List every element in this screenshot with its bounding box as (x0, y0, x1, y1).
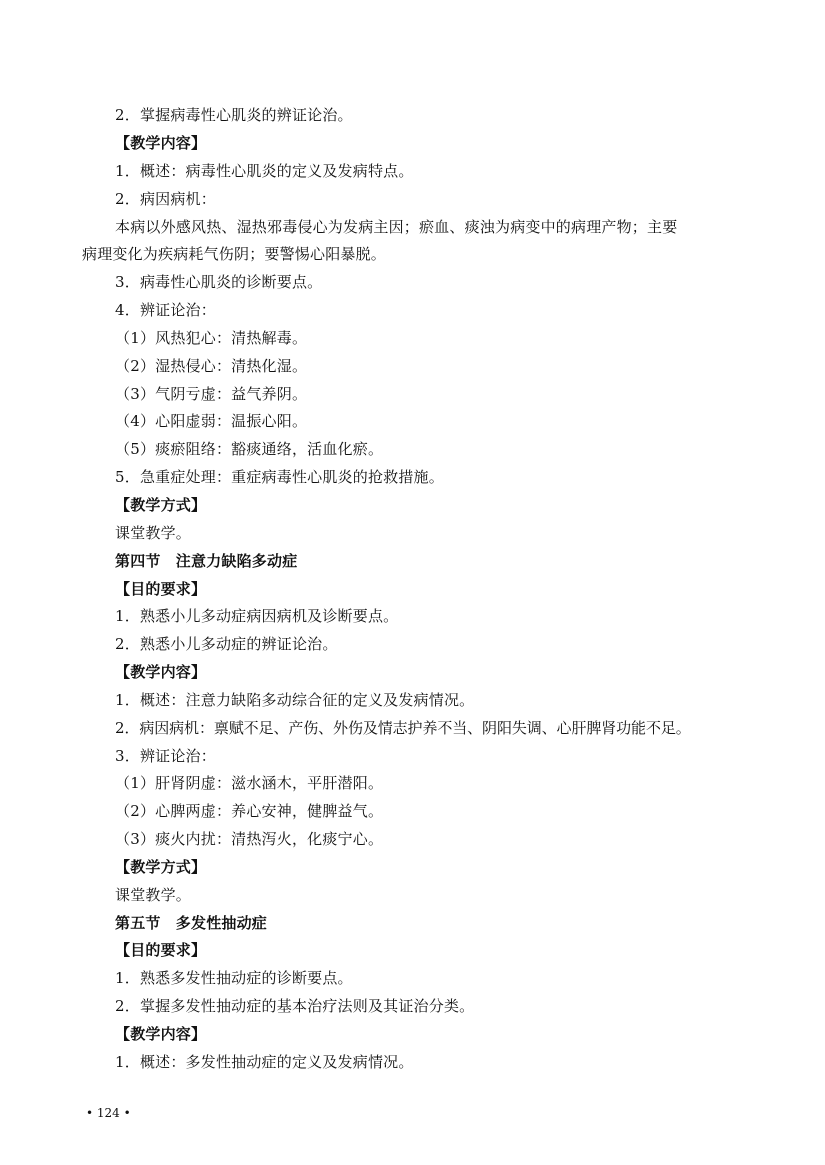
text-line: 2．熟悉小儿多动症的辨证论治。 (115, 635, 338, 653)
subsection-title: 第四节 注意力缺陷多动症 (115, 552, 298, 570)
text-line: 5．急重症处理：重症病毒性心肌炎的抢救措施。 (115, 468, 444, 486)
list-item: （4）心阳虚弱：温振心阳。 (115, 412, 308, 430)
section-heading: 【教学方式】 (115, 496, 207, 514)
section-heading: 【教学方式】 (115, 858, 207, 876)
text-line: 1．概述：多发性抽动症的定义及发病情况。 (115, 1053, 414, 1071)
list-item: （1）风热犯心：清热解毒。 (115, 329, 308, 347)
list-item: （3）痰火内扰：清热泻火，化痰宁心。 (115, 830, 384, 848)
text-line: 1．概述：病毒性心肌炎的定义及发病特点。 (115, 162, 414, 180)
text-line: 2．掌握多发性抽动症的基本治疗法则及其证治分类。 (115, 997, 475, 1015)
list-item: （2）心脾两虚：养心安神，健脾益气。 (115, 802, 384, 820)
page-number: • 124 • (86, 1106, 131, 1120)
text-line: 2．掌握病毒性心肌炎的辨证论治。 (115, 106, 353, 124)
text-line: 1．熟悉小儿多动症病因病机及诊断要点。 (115, 607, 399, 625)
paragraph-line-continued: 病理变化为疾病耗气伤阴；要警惕心阳暴脱。 (82, 245, 387, 263)
list-item: （2）湿热侵心：清热化湿。 (115, 357, 308, 375)
section-heading: 【教学内容】 (115, 1025, 207, 1043)
text-line: 2．病因病机： (115, 190, 216, 208)
section-heading: 【目的要求】 (115, 941, 207, 959)
list-item: （3）气阴亏虚：益气养阴。 (115, 385, 308, 403)
text-line: 1．概述：注意力缺陷多动综合征的定义及发病情况。 (115, 691, 475, 709)
text-line: 4．辨证论治： (115, 301, 216, 319)
list-item: （1）肝肾阴虚：滋水涵木，平肝潜阳。 (115, 774, 384, 792)
list-item: （5）痰瘀阻络：豁痰通络，活血化瘀。 (115, 440, 384, 458)
text-line: 课堂教学。 (115, 524, 192, 542)
section-heading: 【教学内容】 (115, 663, 207, 681)
paragraph-line: 本病以外感风热、湿热邪毒侵心为发病主因；瘀血、痰浊为病变中的病理产物；主要 (115, 218, 678, 236)
section-heading: 【目的要求】 (115, 580, 207, 598)
text-line: 课堂教学。 (115, 886, 192, 904)
subsection-title: 第五节 多发性抽动症 (115, 914, 268, 932)
section-heading: 【教学内容】 (115, 134, 207, 152)
text-line: 3．辨证论治： (115, 747, 216, 765)
text-line: 1．熟悉多发性抽动症的诊断要点。 (115, 969, 353, 987)
text-line: 3．病毒性心肌炎的诊断要点。 (115, 273, 323, 291)
text-line: 2．病因病机：禀赋不足、产伤、外伤及情志护养不当、阴阳失调、心肝脾肾功能不足。 (115, 719, 691, 737)
